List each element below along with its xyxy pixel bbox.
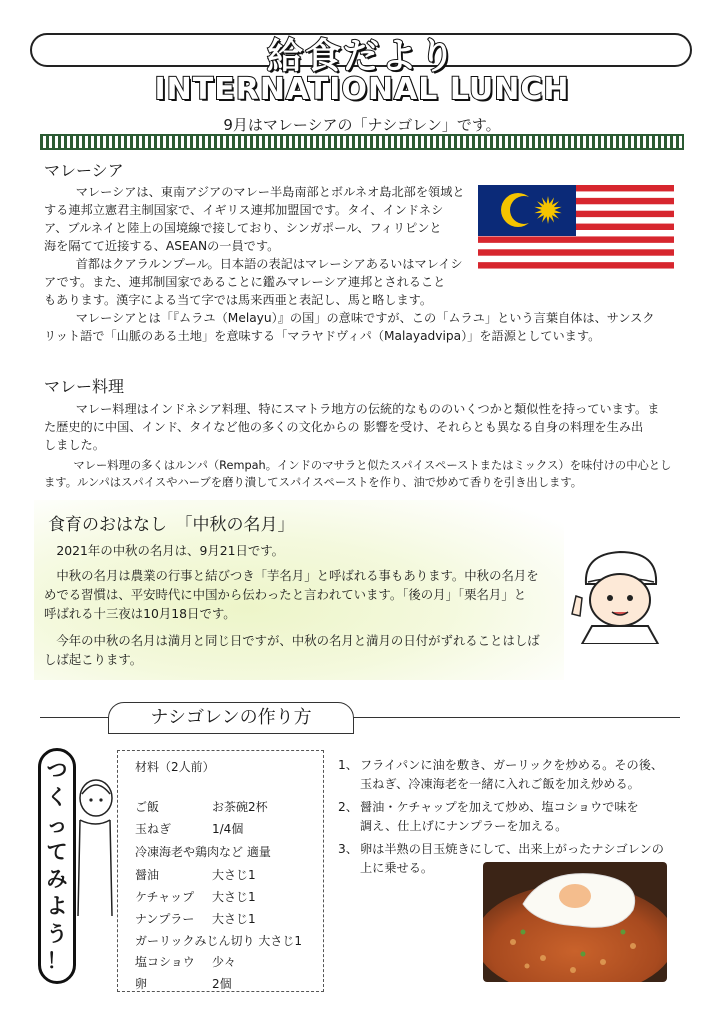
- ingredient-amount: お茶碗2杯: [212, 800, 268, 814]
- text-line: た歴史的に中国、インド、タイなど他の多くの文化からの 影響を受け、それらとも異なる自身の料理を生み出: [44, 420, 644, 434]
- flag-stripe: [478, 262, 674, 269]
- step-text: フライパンに油を敷き、ガーリックを炒める。その後、: [360, 758, 664, 772]
- banner-char: く: [46, 785, 68, 810]
- cook-character-illustration: [562, 544, 680, 644]
- text-line: 2021年の中秋の名月は、9月21日です。: [56, 543, 285, 558]
- step-number: 1、: [338, 758, 358, 772]
- flag-stripe: [478, 236, 674, 243]
- ingredient-amount: 1/4個: [212, 822, 244, 836]
- flag-stripe: [478, 249, 674, 256]
- text-line: リット語で「山脈のある土地」を意味する「マラヤドヴィパ（Malayadvipa）」を語源としています。: [44, 329, 601, 343]
- malaysia-text-block-wide: [44, 309, 684, 345]
- shokuiku-heading: 食育のおはなし 「中秋の名月」: [48, 515, 295, 535]
- ingredient-amount: 2個: [212, 977, 232, 991]
- ingredient-amount: 大さじ1: [212, 890, 256, 904]
- banner-char: う: [46, 921, 68, 946]
- ingredient-name: ご飯: [135, 800, 160, 814]
- ingredient-name: ケチャップ: [135, 890, 195, 904]
- newsletter-tagline: 9月はマレーシアの「ナシゴレン」です。: [223, 116, 501, 134]
- banner-char: つ: [46, 758, 68, 783]
- ingredients-heading: 材料（2人前）: [135, 760, 215, 774]
- banner-char: よ: [46, 894, 68, 919]
- malaysia-flag: [478, 185, 674, 275]
- text-line: めでる習慣は、平安時代に中国から伝わったと言われています。「後の月」「栗名月」と: [44, 587, 527, 602]
- recipe-title: ナシゴレンの作り方: [108, 702, 354, 734]
- step-number: 2、: [338, 800, 358, 814]
- shokuiku-text: [44, 541, 564, 669]
- text-line: もあります。漢字による当て字では馬来西亜と表記し、馬と略します。: [44, 293, 433, 307]
- ingredient-name: ガーリックみじん切り 大さじ1: [135, 934, 302, 948]
- recipe-step: [338, 756, 683, 794]
- nasi-goreng-photo: [483, 862, 667, 982]
- step-text: 卵は半熟の目玉焼きにして、出来上がったナシゴレンの: [360, 842, 664, 856]
- ingredient-amount: 少々: [212, 955, 237, 969]
- text-line: 呼ばれる十三夜は10月18日です。: [44, 606, 236, 621]
- text-line: 首都はクアラルンプール。日本語の表記はマレーシアあるいはマレイシ: [75, 257, 463, 271]
- ingredient-name: 冷凍海老や鶏肉など 適量: [135, 845, 271, 859]
- text-line: 中秋の名月は農業の行事と結びつき「芋名月」と呼ばれる事もあります。中秋の名月を: [56, 568, 539, 583]
- text-line: マレーシアとは「『ムラユ（Melayu）』の国」の意味ですが、この「ムラユ」という言葉自体は、サンスク: [75, 311, 655, 325]
- recipe-step: [338, 798, 683, 836]
- text-line: 今年の中秋の名月は満月と同じ日ですが、中秋の名月と満月の日付がずれることはしば: [56, 633, 540, 648]
- banner-char: っ: [46, 812, 68, 837]
- banner-char: ！: [46, 948, 68, 973]
- text-line: 海を隔てて近接する、ASEANの一員です。: [44, 239, 280, 253]
- text-line: ア、ブルネイと陸上の国境線で接しており、シンガポール、フィリピンと: [44, 221, 442, 235]
- flag-stripe: [478, 256, 674, 263]
- text-line: マレーシアは、東南アジアのマレー半島南部とボルネオ島北部を領域と: [75, 185, 465, 199]
- ingredient-amount: 大さじ1: [212, 868, 256, 882]
- flag-stripe: [478, 243, 674, 250]
- crescent-moon-cutout: [510, 196, 538, 224]
- text-line: ます。ルンパはスパイスやハーブを磨り潰してスパイスペーストを作り、油で炒めて香りを引き出します。: [44, 476, 583, 489]
- step-text: 玉ねぎ、冷凍海老を一緒に入れご飯を加え炒める。: [360, 777, 640, 791]
- banner-char: て: [46, 839, 68, 864]
- newsletter-subtitle: INTERNATIONAL LUNCH: [154, 72, 570, 107]
- text-line: しました。: [44, 438, 105, 452]
- malaysia-text-block: [44, 183, 474, 309]
- recipe-steps: [338, 756, 683, 878]
- ingredient-amount: 大さじ1: [212, 912, 256, 926]
- ingredient-name: 卵: [135, 977, 148, 991]
- malaysia-heading: マレーシア: [44, 161, 124, 180]
- malay-cuisine-text: [44, 400, 684, 454]
- child-illustration: [74, 776, 114, 916]
- malay-cuisine-text-small: [44, 457, 684, 491]
- ingredient-name: 玉ねぎ: [135, 822, 172, 836]
- lets-make-banner: [38, 748, 76, 984]
- step-text: 醤油・ケチャップを加えて炒め、塩コショウで味を: [360, 800, 639, 814]
- step-text: 調え、仕上げにナンプラーを加える。: [360, 819, 568, 833]
- ingredient-name: 醤油: [135, 868, 160, 882]
- malay-cuisine-heading: マレー料理: [44, 377, 125, 396]
- banner-char: み: [46, 867, 68, 892]
- decorative-border: [40, 134, 684, 150]
- text-line: しば起こります。: [44, 652, 143, 667]
- text-line: アです。また、連邦制国家であることに鑑みマレーシア連邦とされること: [44, 275, 446, 289]
- step-number: 3、: [338, 842, 358, 856]
- text-line: マレー料理の多くはルンパ（Rempah。インドのマサラと似たスパイスペーストまたはミックス）を味付けの中心とし: [73, 459, 672, 472]
- step-text: 上に乗せる。: [360, 861, 434, 875]
- newsletter-title: 給食だより: [266, 36, 457, 77]
- text-line: マレー料理はインドネシア料理、特にスマトラ地方の伝統的なもののいくつかと類似性を持っています。ま: [75, 402, 660, 416]
- text-line: する連邦立憲君主制国家で、イギリス連邦加盟国です。タイ、インドネシ: [44, 203, 444, 217]
- flag-stripe: [478, 269, 674, 275]
- ingredient-name: 塩コショウ: [135, 955, 195, 969]
- ingredient-name: ナンプラー: [135, 912, 195, 926]
